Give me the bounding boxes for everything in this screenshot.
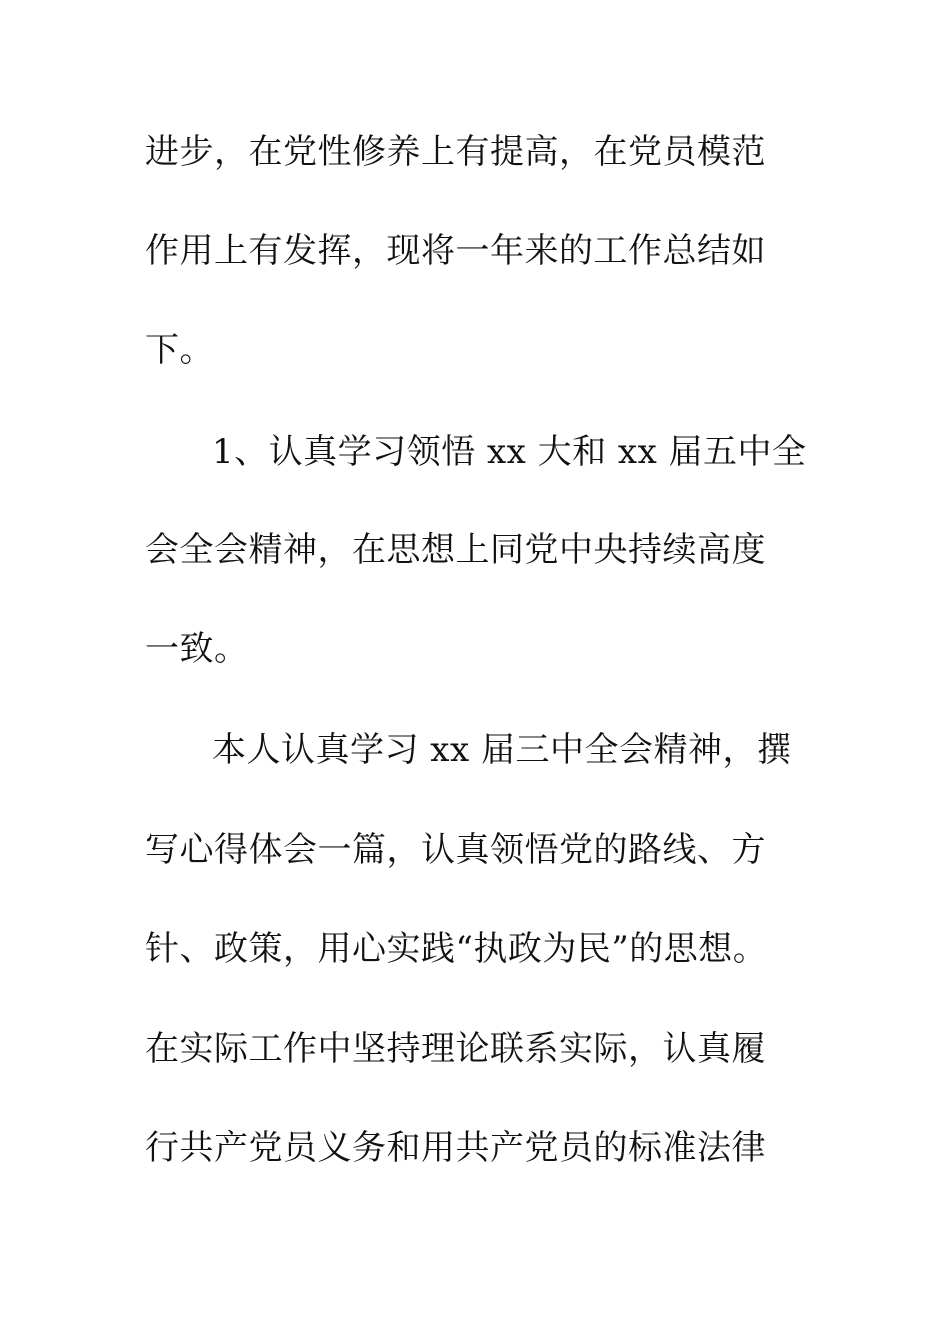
text-line-2: 作用上有发挥，现将一年来的工作总结如 <box>145 231 766 271</box>
text-line-3: 下。 <box>145 330 214 370</box>
text-line-8: 写心得体会一篇，认真领悟党的路线、方 <box>145 830 766 870</box>
text-line-7: 本人认真学习 xx 届三中全会精神，撰 <box>212 730 792 770</box>
text-line-9: 针、政策，用心实践“执政为民”的思想。 <box>145 929 768 969</box>
text-line-4: 1、认真学习领悟 xx 大和 xx 届五中全 <box>212 432 807 472</box>
text-line-5: 会全会精神，在思想上同党中央持续高度 <box>145 530 766 570</box>
text-line-1: 进步，在党性修养上有提高，在党员模范 <box>145 132 766 172</box>
text-line-10: 在实际工作中坚持理论联系实际，认真履 <box>145 1029 766 1069</box>
text-line-11: 行共产党员义务和用共产党员的标准法律 <box>145 1128 766 1168</box>
text-line-6: 一致。 <box>145 629 249 669</box>
